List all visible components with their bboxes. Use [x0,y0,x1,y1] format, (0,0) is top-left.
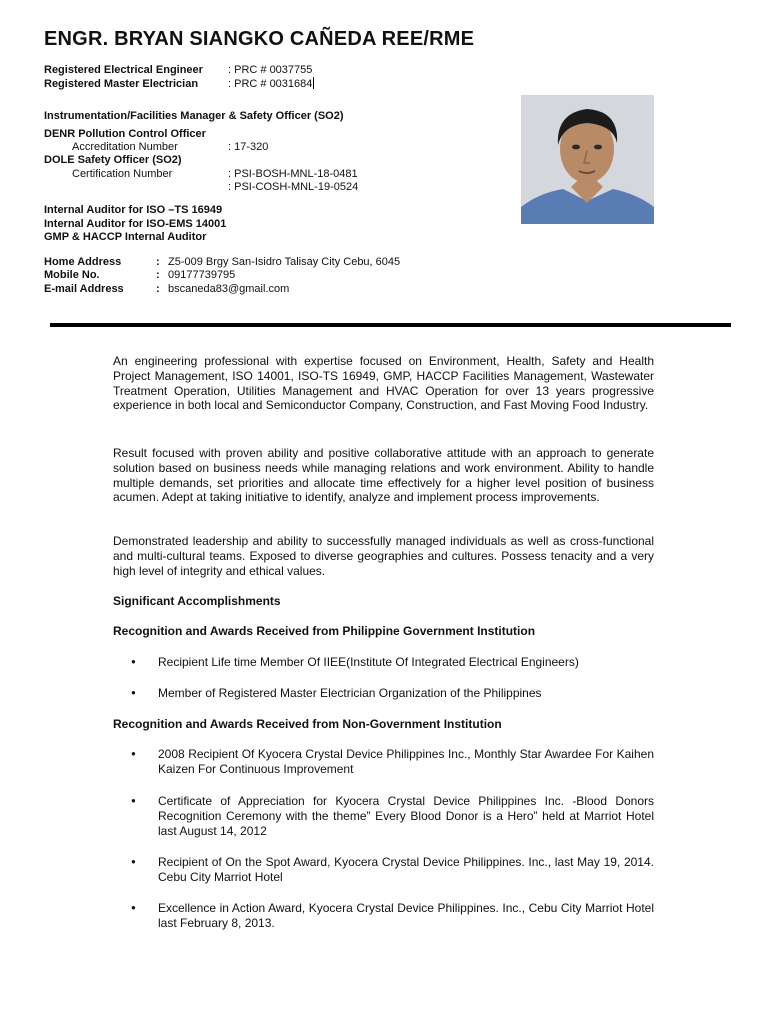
nongov-award-text: Certificate of Appreciation for Kyocera Crystal Device Philippines Inc. -Blood Donors Recognition Ceremony with the theme” Every Blood Donor is a Hero” held at Marriot Hotel last August 14, 2012 [158,794,654,838]
contact-address-value: Z5-009 Brgy San-Isidro Talisay City Cebu, 6045 [168,256,401,268]
dole-certification-value: : PSI-BOSH-MNL-18-0481 [228,168,358,180]
contact-email-row [44,283,289,296]
denr-accreditation-value: : 17-320 [228,141,269,153]
summary-paragraph-2: Result focused with proven ability and positive collaborative attitude with an approach to generate solution based on business needs while managing relations and work environment. Ability to handle multiple demands, set priorities and allocate time effectively for a higher level position of business acumen. Adept at taking initiative to identify, analyze and implement process improvements. [113,446,654,505]
bullet-icon: ● [131,857,136,866]
nongov-award-text: Recipient of On the Spot Award, Kyocera Crystal Device Philippines. Inc., last May 19, 2014. Cebu City Marriot Hotel [158,855,654,884]
bullet-icon: ● [131,657,136,666]
license-rme-value: : PRC # 0031684 [228,78,313,90]
denr-title: DENR Pollution Control Officer [44,128,206,140]
bullet-icon: ● [131,688,136,697]
dole-certification-label: Certification Number [72,168,173,180]
dole-title: DOLE Safety Officer (SO2) [44,154,182,166]
auditor-ems14001: Internal Auditor for ISO-EMS 14001 [44,218,227,230]
bullet-icon: ● [131,749,136,758]
license-rme-row [44,77,314,91]
gov-award-text: Member of Registered Master Electrician Organization of the Philippines [158,686,542,700]
denr-accreditation-label: Accreditation Number [72,141,178,153]
contact-email-label: E-mail Address [44,283,124,295]
contact-address-label: Home Address [44,256,122,268]
summary-paragraph-1: An engineering professional with expertise focused on Environment, Health, Safety and Health Project Management, ISO 14001, ISO-TS 16949, GMP, HACCP Facilities Management, Wastewater Treatment Operation, Utilities Management and HVAC Operation for over 13 years progressive experience in both local and Semiconductor Company, Construction, and Fast Moving Food Industry. [113,354,654,413]
contact-address-row [44,256,400,269]
nongov-award-item [131,794,654,838]
nongov-award-item [131,747,654,777]
dole-certification-value-2: : PSI-COSH-MNL-19-0524 [228,181,359,193]
license-ree-row [44,64,312,77]
profile-photo [521,95,654,224]
profile-photo-illustration [521,95,654,224]
contact-email-colon: : [156,283,160,295]
bullet-icon: ● [131,903,136,912]
dole-certification-row [72,168,358,181]
nongov-award-item [131,855,654,885]
contact-mobile-colon: : [156,269,160,281]
contact-mobile-value: 09177739795 [168,269,236,281]
nongov-award-item [131,901,654,931]
text-cursor [313,77,314,89]
nongov-awards-heading: Recognition and Awards Received from Non-Government Institution [113,717,502,731]
contact-mobile-label: Mobile No. [44,269,100,281]
accomplishments-heading: Significant Accomplishments [113,594,281,608]
nongov-award-text: 2008 Recipient Of Kyocera Crystal Device Philippines Inc., Monthly Star Awardee For Kaihen Kaizen For Continuous Improvement [158,747,654,776]
contact-address-colon: : [156,256,160,268]
auditor-gmp-haccp: GMP & HACCP Internal Auditor [44,231,207,243]
gov-award-text: Recipient Life time Member Of IIEE(Institute Of Integrated Electrical Engineers) [158,655,579,669]
contact-email-value: bscaneda83@gmail.com [168,283,290,295]
license-ree-value: : PRC # 0037755 [228,64,313,76]
gov-award-item [131,686,654,701]
nongov-award-text: Excellence in Action Award, Kyocera Crystal Device Philippines. Inc., Cebu City Marriot Hotel last February 8, 2013. [158,901,654,930]
gov-award-item [131,655,654,670]
page-title: ENGR. BRYAN SIANGKO CAÑEDA REE/RME [44,28,475,50]
license-ree-label: Registered Electrical Engineer [44,64,203,76]
license-rme-label: Registered Master Electrician [44,78,199,90]
section-divider [50,323,731,327]
denr-accreditation-row [72,141,268,154]
position-title: Instrumentation/Facilities Manager & Safety Officer (SO2) [44,110,344,122]
contact-mobile-row [44,269,235,282]
gov-awards-heading: Recognition and Awards Received from Philippine Government Institution [113,624,536,638]
auditor-ts16949: Internal Auditor for ISO –TS 16949 [44,204,223,216]
bullet-icon: ● [131,796,136,805]
summary-paragraph-3: Demonstrated leadership and ability to successfully managed individuals as well as cross-functional and multi-cultural teams. Exposed to diverse geographies and cultures. Possess tenacity and a very high level of integrity and ethical values. [113,534,654,578]
